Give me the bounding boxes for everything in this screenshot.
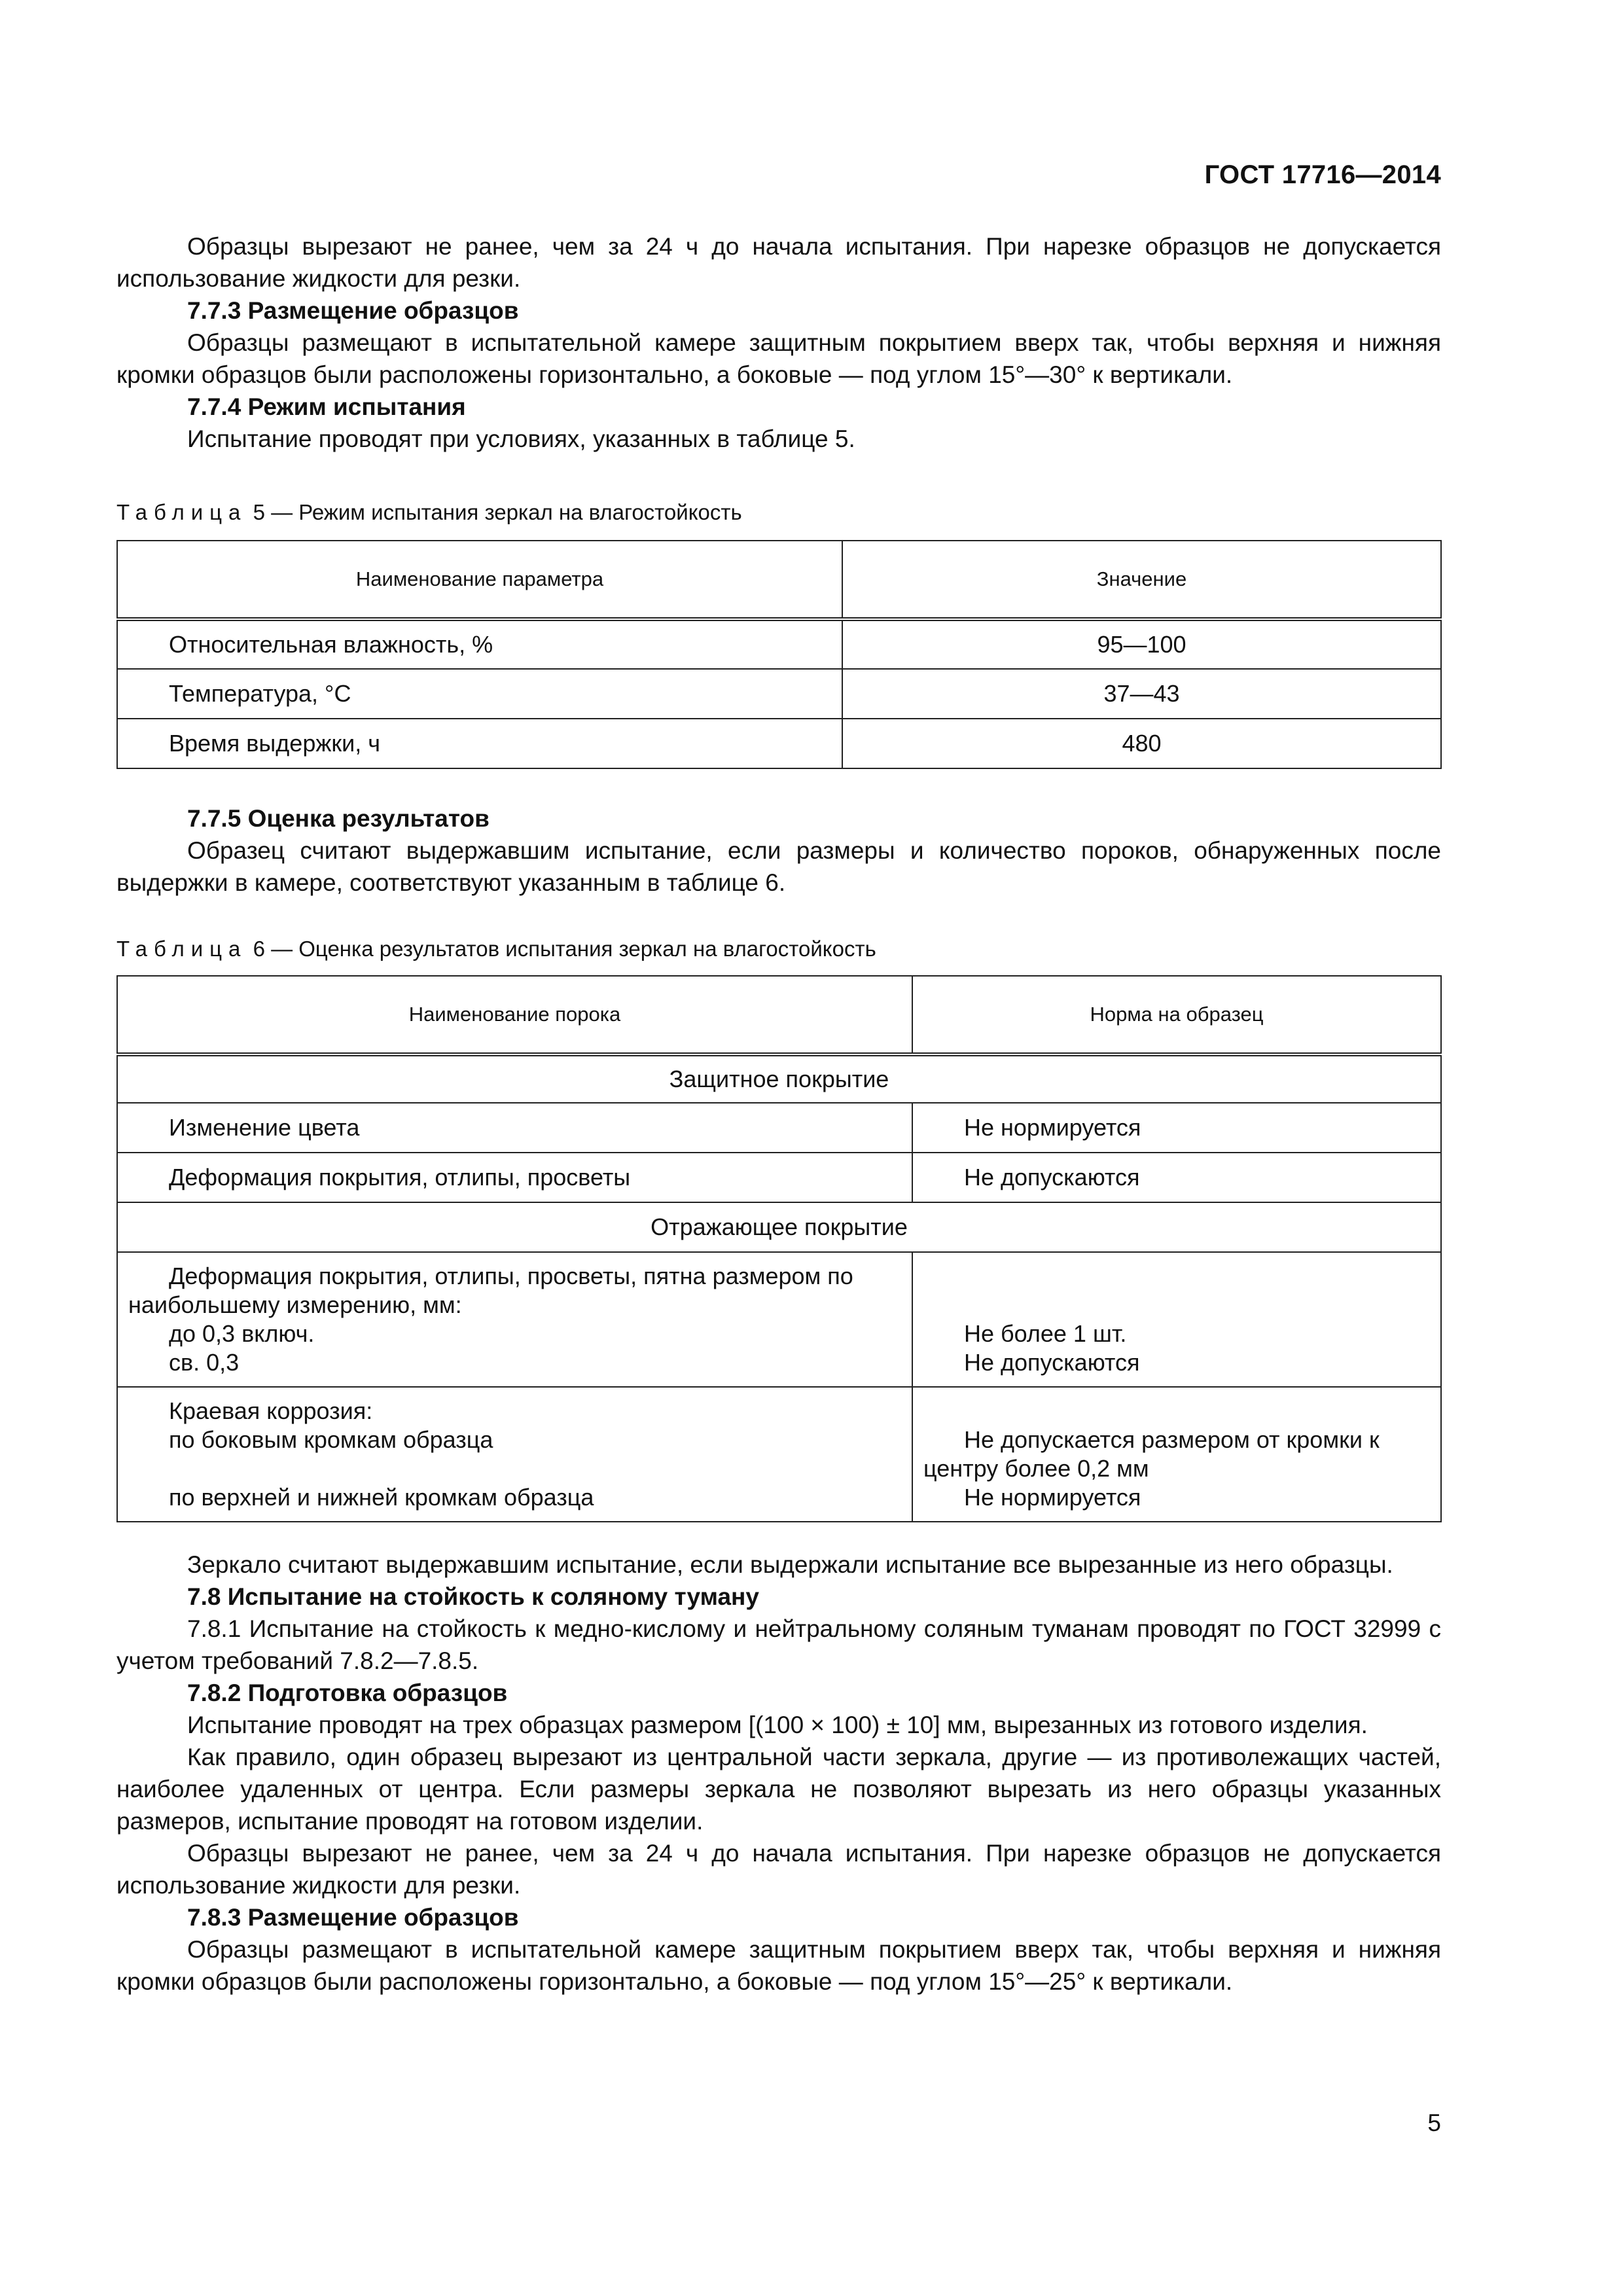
paragraph: 7.8.1 Испытание на стойкость к медно-кислому и нейтральному соляным туманам проводят по ГОСТ 32999 с учетом требований 7.8.2—7.8.5. — [116, 1615, 1441, 1674]
cell-line: Не более 1 шт. — [964, 1320, 1127, 1347]
paragraph: Образцы вырезают не ранее, чем за 24 ч до начала испытания. При нарезке образцов не допускается использование жидкости для резки. — [116, 233, 1441, 292]
table-cell — [912, 1387, 1441, 1522]
table-header-cell: Значение — [842, 541, 1441, 619]
cell-line: по верхней и нижней кромкам образца — [169, 1484, 594, 1511]
table-row — [117, 719, 1441, 768]
cell-line: Не допускаются — [964, 1349, 1140, 1376]
table-header-row — [117, 976, 1441, 1054]
table-header-cell: Наименование параметра — [117, 541, 842, 619]
mid-text-section — [116, 802, 1441, 899]
table-cell — [117, 1387, 912, 1522]
section-heading-7-7-4: 7.7.4 Режим испытания — [187, 393, 466, 420]
section-heading-7-7-5: 7.7.5 Оценка результатов — [187, 805, 490, 832]
table-cell: Деформация покрытия, отлипы, просветы — [117, 1153, 912, 1202]
page-number: 5 — [1427, 2109, 1441, 2136]
section-heading-7-8-3: 7.8.3 Размещение образцов — [187, 1904, 519, 1931]
table-cell — [912, 1252, 1441, 1387]
table-cell: Температура, °С — [117, 669, 842, 719]
table-row — [117, 1153, 1441, 1202]
table-cell: 37—43 — [842, 669, 1441, 719]
table-cell: 480 — [842, 719, 1441, 768]
table-row — [117, 1387, 1441, 1522]
cell-line: Деформация покрытия, отлипы, просветы, пятна размером по — [169, 1263, 853, 1289]
paragraph: Образцы вырезают не ранее, чем за 24 ч до начала испытания. При нарезке образцов не допускается использование жидкости для резки. — [116, 1840, 1441, 1899]
table-cell — [117, 1252, 912, 1387]
table-caption-word: Таблица — [116, 500, 247, 524]
top-text-section — [116, 230, 1441, 455]
table5-caption — [116, 499, 742, 526]
table-header-cell: Норма на образец — [912, 976, 1441, 1054]
paragraph: Испытание проводят на трех образцах размером [(100 × 100) ± 10] мм, вырезанных из готового изделия. — [187, 1712, 1368, 1738]
table-row — [117, 1103, 1441, 1153]
table-cell: 95—100 — [842, 619, 1441, 669]
table-group-label: Защитное покрытие — [117, 1054, 1441, 1103]
table-row — [117, 669, 1441, 719]
standard-code: ГОСТ 17716—2014 — [1204, 160, 1441, 189]
cell-line: центру более 0,2 мм — [923, 1455, 1149, 1482]
section-heading-7-8: 7.8 Испытание на стойкость к соляному туману — [187, 1583, 759, 1610]
paragraph: Образцы размещают в испытательной камере защитным покрытием вверх так, чтобы верхняя и нижняя кромки образцов были расположены горизонтально, а боковые — под углом 15°—25° к вертикали. — [116, 1936, 1441, 1995]
table-header-cell: Наименование порока — [117, 976, 912, 1054]
cell-line: наибольшему измерению, мм: — [128, 1291, 462, 1318]
table-cell: Относительная влажность, % — [117, 619, 842, 669]
table-cell: Не нормируется — [912, 1103, 1441, 1153]
cell-line: Не нормируется — [964, 1484, 1141, 1511]
cell-line: св. 0,3 — [169, 1349, 240, 1376]
cell-line: до 0,3 включ. — [169, 1320, 315, 1347]
bottom-text-section — [116, 1549, 1441, 1998]
table-row — [117, 619, 1441, 669]
table5 — [116, 540, 1442, 769]
table-cell: Время выдержки, ч — [117, 719, 842, 768]
paragraph: Образцы размещают в испытательной камере защитным покрытием вверх так, чтобы верхняя и нижняя кромки образцов были расположены горизонтально, а боковые — под углом 15°—30° к вертикали. — [116, 329, 1441, 388]
paragraph: Образец считают выдержавшим испытание, если размеры и количество пороков, обнаруженных после выдержки в камере, соответствуют указанным в таблице 6. — [116, 837, 1441, 896]
table-row — [117, 1252, 1441, 1387]
table-cell: Не допускаются — [912, 1153, 1441, 1202]
table-group-row — [117, 1202, 1441, 1252]
cell-line: по боковым кромкам образца — [169, 1426, 493, 1453]
table-caption-word: Таблица — [116, 937, 247, 961]
paragraph: Зеркало считают выдержавшим испытание, если выдержали испытание все вырезанные из него образцы. — [187, 1551, 1393, 1578]
paragraph: Как правило, один образец вырезают из центральной части зеркала, другие — из противолежащих частей, наиболее удаленных от центра. Если размеры зеркала не позволяют вырезать из него образцы указанных размеров, испытание проводят на готовом изделии. — [116, 1744, 1441, 1835]
table6-caption — [116, 936, 876, 962]
table-caption-text: 5 — Режим испытания зеркал на влагостойкость — [253, 500, 742, 524]
table-cell: Изменение цвета — [117, 1103, 912, 1153]
cell-line: Не допускается размером от кромки к — [964, 1426, 1380, 1453]
section-heading-7-7-3: 7.7.3 Размещение образцов — [187, 297, 519, 324]
cell-line: Краевая коррозия: — [169, 1397, 373, 1424]
table-group-label: Отражающее покрытие — [117, 1202, 1441, 1252]
document-page — [116, 0, 1441, 2296]
table6 — [116, 975, 1442, 1522]
table-caption-text: 6 — Оценка результатов испытания зеркал на влагостойкость — [253, 937, 876, 961]
paragraph: Испытание проводят при условиях, указанных в таблице 5. — [187, 425, 855, 452]
table-group-row — [117, 1054, 1441, 1103]
table-header-row — [117, 541, 1441, 619]
section-heading-7-8-2: 7.8.2 Подготовка образцов — [187, 1679, 508, 1706]
